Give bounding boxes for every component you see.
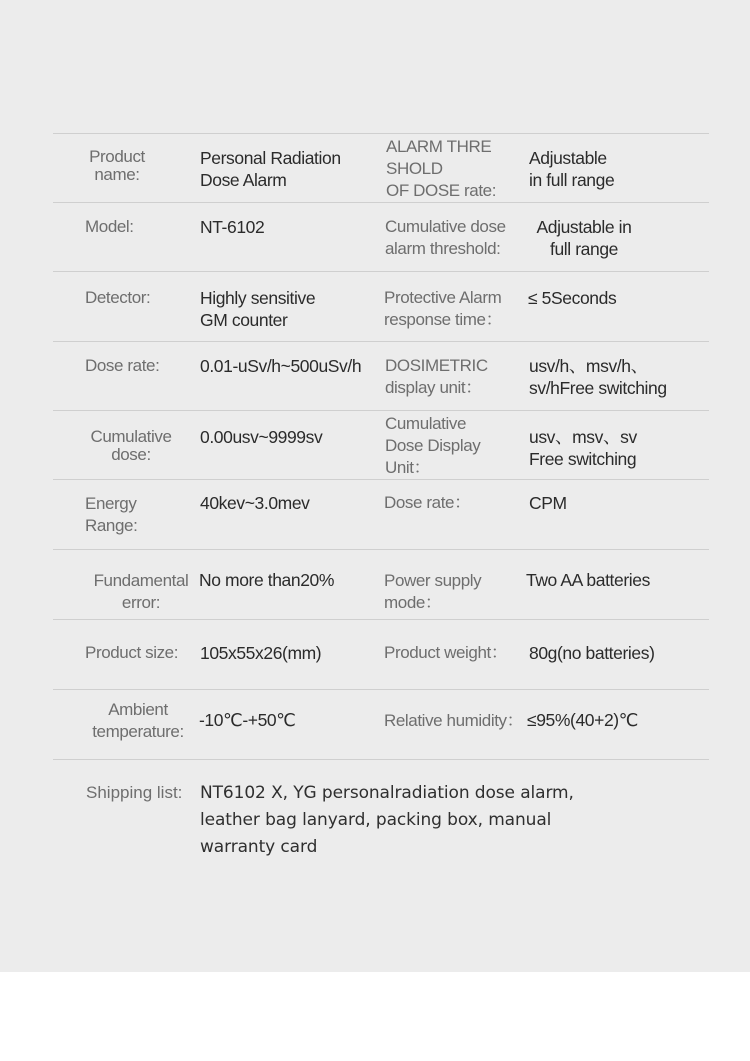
spec-value-fundamental-error: No more than20% (199, 570, 335, 590)
spec-label-cumulative-alarm-threshold: Cumulative dose alarm threshold: (385, 217, 506, 258)
spec-value-ambient-temperature: -10℃-+50℃ (199, 710, 296, 730)
divider (53, 759, 709, 760)
spec-row (53, 410, 709, 480)
spec-value-relative-humidity: ≤95%(40+2)℃ (527, 710, 638, 730)
spec-row (53, 619, 709, 690)
spec-value-alarm-response-time: ≤ 5Seconds (528, 288, 617, 308)
spec-value-product-name: Personal Radiation Dose Alarm (200, 148, 341, 190)
spec-label-detector: Detector: (85, 288, 151, 307)
spec-value-cumulative-dose: 0.00usv~9999sv (200, 427, 323, 447)
spec-row (53, 341, 709, 411)
spec-value-cumulative-dose-display-unit: usv、msv、sv Free switching (529, 427, 637, 469)
spec-label-dosimetric-display-unit: DOSIMETRIC display unit： (385, 356, 488, 397)
spec-value-model: NT-6102 (200, 217, 265, 237)
spec-label-ambient-temperature: Ambient temperature: (92, 700, 184, 741)
spec-label-product-size: Product size: (85, 643, 179, 662)
spec-row (53, 133, 709, 203)
spec-row (53, 689, 709, 760)
spec-value-energy-range: 40kev~3.0mev (200, 493, 310, 513)
shipping-list-text: NT6102 X, YG personalradiation dose alarm, leather bag lanyard, packing box, manual warranty card (200, 783, 574, 857)
spec-row (53, 271, 709, 342)
spec-label-product-weight: Product weight： (384, 643, 508, 662)
spec-label-alarm-threshold-dose-rate: ALARM THRE SHOLD OF DOSE rate: (386, 137, 497, 200)
spec-value-power-supply-mode: Two AA batteries (526, 570, 650, 590)
spec-label-energy-range: Energy Range: (85, 494, 138, 535)
spec-value-detector: Highly sensitive GM counter (200, 288, 316, 330)
spec-label-dose-rate-unit: Dose rate： (384, 493, 471, 512)
spec-label-alarm-response-time: Protective Alarm response time： (384, 288, 503, 329)
spec-value-dosimetric-display-unit: usv/h、msv/h、 sv/hFree switching (529, 356, 667, 398)
spec-value-alarm-threshold-dose-rate: Adjustable in full range (529, 148, 615, 190)
spec-label-relative-humidity: Relative humidity： (384, 711, 524, 730)
spec-label-cumulative-dose-display-unit: Cumulative Dose Display Unit： (385, 414, 481, 477)
spec-row (53, 479, 709, 550)
spec-value-dose-rate-unit: CPM (529, 493, 567, 513)
spec-label-model: Model: (85, 217, 134, 236)
shipping-list-label: Shipping list: (86, 783, 183, 802)
spec-label-power-supply-mode: Power supply mode： (384, 571, 482, 612)
spec-value-product-weight: 80g(no batteries) (529, 643, 655, 663)
spec-label-product-name: Product name: (89, 147, 145, 184)
spec-label-dose-rate: Dose rate: (85, 356, 160, 375)
spec-value-product-size: 105x55x26(mm) (200, 643, 322, 663)
spec-value-dose-rate: 0.01-uSv/h~500uSv/h (200, 356, 362, 376)
spec-row (53, 202, 709, 272)
spec-label-fundamental-error: Fundamental error: (93, 571, 189, 612)
spec-value-cumulative-alarm-threshold: Adjustable in full range (536, 217, 632, 259)
spec-row (53, 549, 709, 620)
spec-label-cumulative-dose: Cumulative dose: (90, 427, 172, 464)
